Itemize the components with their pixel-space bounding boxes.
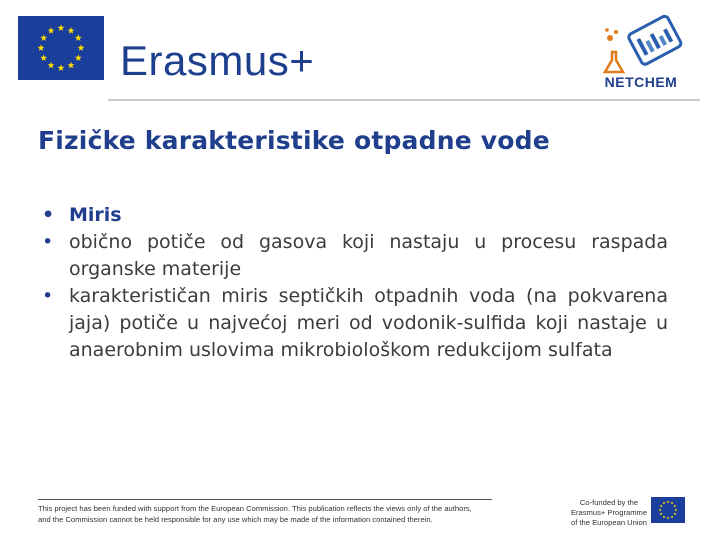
eu-star-icon <box>660 504 663 507</box>
eu-star-icon <box>670 515 673 518</box>
bullet-item <box>42 202 668 229</box>
eu-flag-icon <box>18 16 104 80</box>
eu-star-icon <box>40 34 47 41</box>
bullet-dot-icon: • <box>42 231 54 253</box>
bullet-item <box>42 283 668 364</box>
eu-star-icon <box>58 24 65 31</box>
cofunded-label <box>568 498 650 528</box>
header-divider <box>108 99 700 101</box>
eu-star-icon <box>660 512 663 515</box>
cofunded-line: Erasmus+ Programme <box>570 508 648 517</box>
eu-star-icon <box>68 27 75 34</box>
eu-star-icon <box>673 504 676 507</box>
eu-star-icon <box>75 34 82 41</box>
bullet-item <box>42 229 668 283</box>
eu-star-icon <box>662 515 665 518</box>
netchem-logo-text: NETCHEM <box>604 74 678 90</box>
eu-star-icon <box>48 62 55 69</box>
eu-star-icon <box>666 516 669 519</box>
eu-star-icon <box>666 500 669 503</box>
bullet-dot-icon: • <box>42 204 55 226</box>
eu-star-icon <box>673 512 676 515</box>
disclaimer-line: This project has been funded with support from the European Commission. This publication reflects the views only of the authors, <box>38 504 472 513</box>
bullet-dot-icon: • <box>42 285 54 307</box>
eu-star-icon <box>48 27 55 34</box>
footer-divider <box>38 499 492 500</box>
eu-star-icon <box>68 62 75 69</box>
eu-star-icon <box>58 64 65 71</box>
eu-star-icon <box>78 44 85 51</box>
erasmus-plus-logo: Erasmus+ <box>120 37 315 84</box>
eu-flag-small-icon <box>651 497 685 523</box>
cofunded-line: of the European Union <box>571 518 647 527</box>
disclaimer-line: and the Commission cannot be held responsible for any use which may be made of the information contained therein. <box>38 515 433 524</box>
eu-star-icon <box>662 501 665 504</box>
disclaimer-text <box>38 503 508 525</box>
bullet-text: obično potiče od gasova koji nastaju u procesu raspada organske materije <box>69 231 668 280</box>
bullet-text: Miris <box>69 204 122 226</box>
eu-star-icon <box>658 508 661 511</box>
bullet-list <box>42 202 668 364</box>
eu-star-icon <box>38 44 45 51</box>
cofunded-line: Co-funded by the <box>579 498 639 507</box>
eu-star-icon <box>670 501 673 504</box>
bullet-text: karakterističan miris septičkih otpadnih voda (na pokvarena jaja) potiče u najvećoj meri od vodonik-sulfida koji nastaje u anaerobnim uslovima mikrobiološkom redukcijom sulfata <box>69 285 668 361</box>
slide-title: Fizičke karakteristike otpadne vode <box>38 126 550 155</box>
eu-star-icon <box>674 508 677 511</box>
eu-star-icon <box>75 54 82 61</box>
eu-star-icon <box>40 54 47 61</box>
